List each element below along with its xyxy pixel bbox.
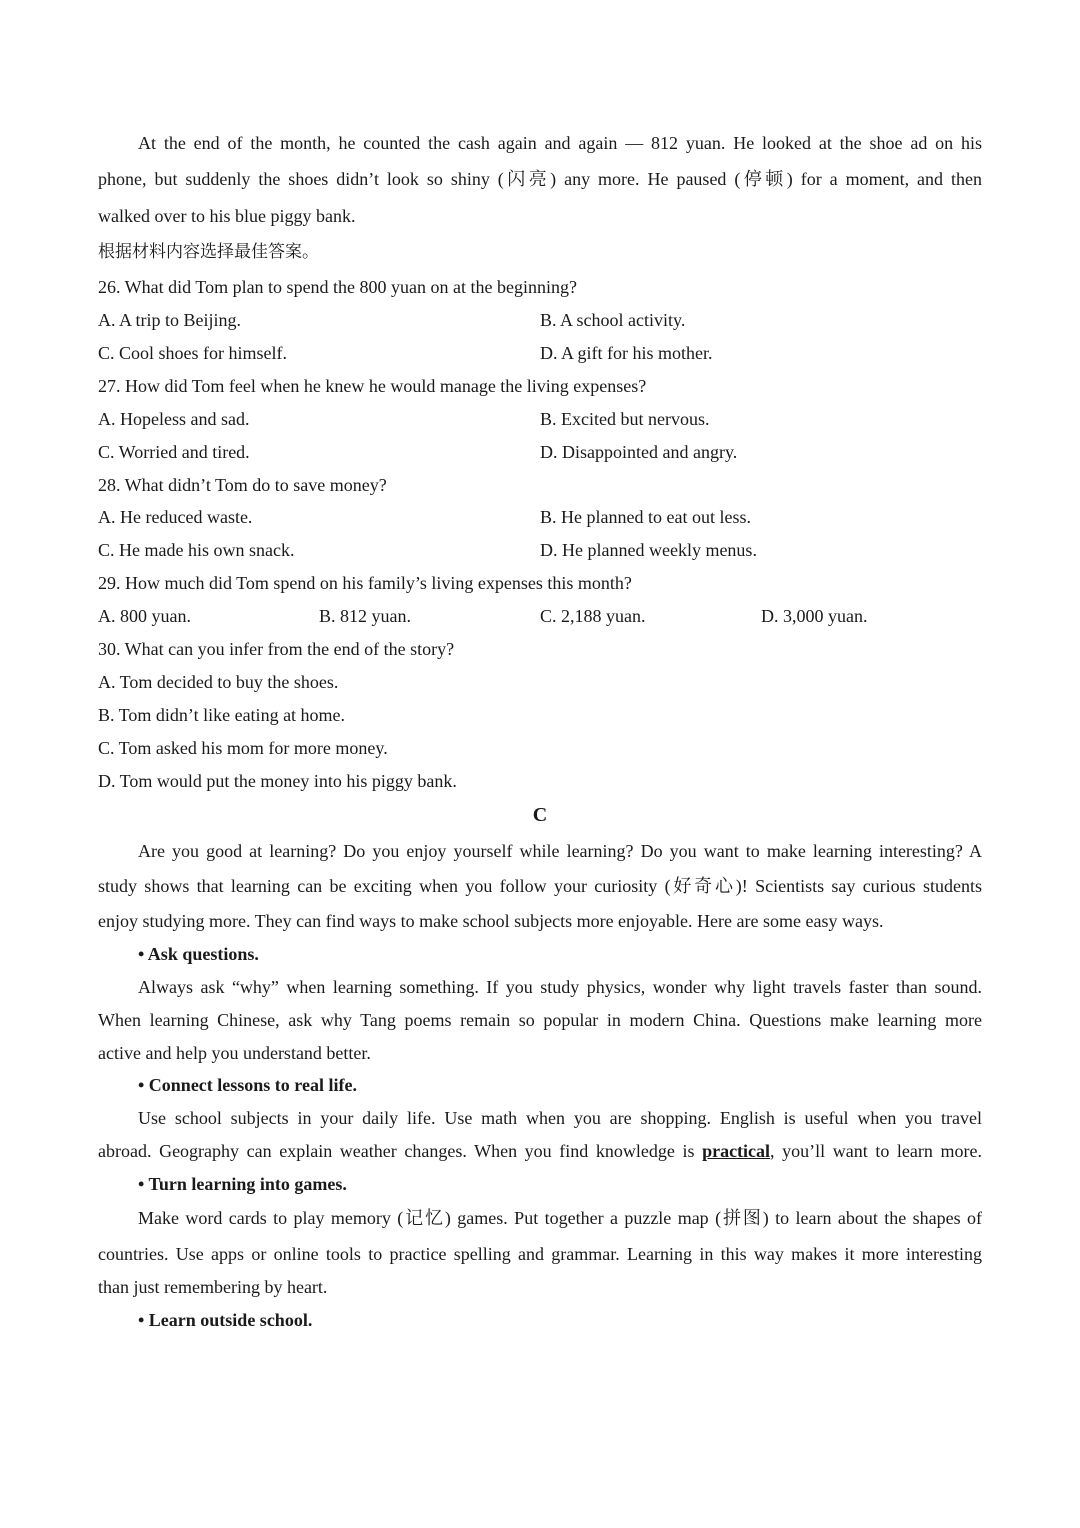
option-b: B. A school activity. — [540, 310, 686, 330]
question-stem: 27. How did Tom feel when he knew he would manage the living expenses? — [98, 376, 647, 396]
question-stem: 30. What can you infer from the end of the story? — [98, 639, 455, 659]
paragraph-line: Are you good at learning? Do you enjoy yourself while learning? Do you want to make learning interesting? A — [138, 841, 982, 861]
passage-line: At the end of the month, he counted the cash again and again — 812 yuan. He looked at the shoe ad on his — [138, 133, 982, 153]
instruction-text: 根据材料内容选择最佳答案。 — [98, 242, 319, 262]
section-heading: C — [532, 804, 548, 826]
tip-title: • Ask questions. — [138, 944, 259, 964]
paragraph-line: active and help you understand better. — [98, 1043, 371, 1063]
paragraph-line — [98, 1140, 982, 1162]
question-stem: 26. What did Tom plan to spend the 800 yuan on at the beginning? — [98, 277, 577, 297]
paragraph-line: Make word cards to play memory (记忆) games. Put together a puzzle map (拼图) to learn about the shapes of — [138, 1208, 982, 1228]
paragraph-line: study shows that learning can be exciting when you follow your curiosity (好奇心)! Scientists say curious students — [98, 876, 982, 896]
paragraph-line: countries. Use apps or online tools to practice spelling and grammar. Learning in this way makes it more interesting — [98, 1244, 982, 1264]
option-c: C. 2,188 yuan. — [540, 606, 646, 626]
option-d: D. 3,000 yuan. — [761, 606, 868, 626]
passage-line: phone, but suddenly the shoes didn’t look so shiny (闪亮) any more. He paused (停顿) for a moment, and then — [98, 169, 982, 189]
option-b: B. Tom didn’t like eating at home. — [98, 705, 346, 725]
option-b: B. 812 yuan. — [319, 606, 411, 626]
text-segment: abroad. Geography can explain weather changes. When you find knowledge is — [98, 1141, 703, 1161]
tip-title: • Learn outside school. — [138, 1310, 313, 1330]
option-a: A. A trip to Beijing. — [98, 310, 242, 330]
paragraph-line: enjoy studying more. They can find ways to make school subjects more enjoyable. Here are some easy ways. — [98, 911, 884, 931]
question-stem: 29. How much did Tom spend on his family’s living expenses this month? — [98, 573, 632, 593]
tip-title: • Connect lessons to real life. — [138, 1075, 357, 1095]
option-d: D. Tom would put the money into his piggy bank. — [98, 771, 457, 791]
option-d: D. Disappointed and angry. — [540, 442, 738, 462]
passage-line: walked over to his blue piggy bank. — [98, 206, 356, 226]
text-segment: , you’ll want to learn more. — [770, 1141, 982, 1161]
option-c: C. Tom asked his mom for more money. — [98, 738, 388, 758]
option-a: A. He reduced waste. — [98, 507, 253, 527]
option-a: A. Hopeless and sad. — [98, 409, 250, 429]
paragraph-line: than just remembering by heart. — [98, 1277, 328, 1297]
option-d: D. He planned weekly menus. — [540, 540, 757, 560]
option-b: B. He planned to eat out less. — [540, 507, 751, 527]
option-c: C. He made his own snack. — [98, 540, 295, 560]
option-b: B. Excited but nervous. — [540, 409, 710, 429]
option-a: A. 800 yuan. — [98, 606, 191, 626]
paragraph-line: When learning Chinese, ask why Tang poems remain so popular in modern China. Questions make learning more — [98, 1010, 982, 1030]
option-c: C. Worried and tired. — [98, 442, 250, 462]
question-stem: 28. What didn’t Tom do to save money? — [98, 475, 387, 495]
option-c: C. Cool shoes for himself. — [98, 343, 287, 363]
tip-title: • Turn learning into games. — [138, 1174, 347, 1194]
option-d: D. A gift for his mother. — [540, 343, 713, 363]
paragraph-line: Use school subjects in your daily life. Use math when you are shopping. English is useful when you travel — [138, 1108, 982, 1128]
paragraph-line: Always ask “why” when learning something. If you study physics, wonder why light travels faster than sound. — [138, 977, 982, 997]
option-a: A. Tom decided to buy the shoes. — [98, 672, 339, 692]
underlined-word: practical — [702, 1141, 771, 1161]
